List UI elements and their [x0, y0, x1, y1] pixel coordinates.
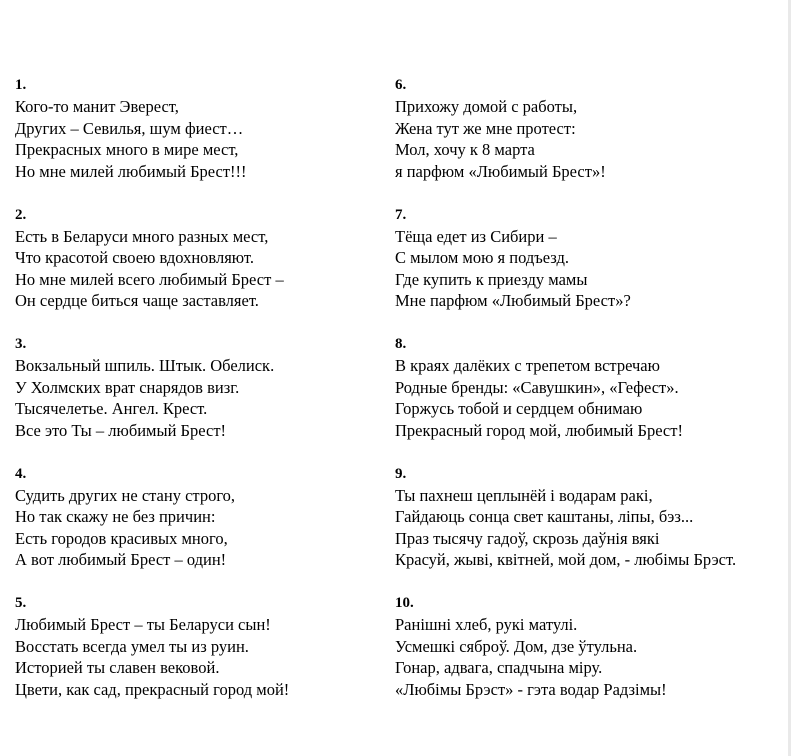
poem-line: Он сердце биться чаще заставляет. [15, 291, 259, 311]
poem-line: Все это Ты – любимый Брест! [15, 420, 227, 440]
poem-line: Усмешкі сяброў. Дом, дзе ўтульна. [395, 636, 638, 656]
poem-line: Восстать всегда умел ты из руин. [15, 636, 249, 656]
poem-line: Красуй, жыві, квітней, мой дом, - любімы Брэст. [395, 550, 737, 570]
poem-1 [15, 75, 385, 205]
poem-number: 6. [395, 77, 407, 93]
poem-5 [15, 593, 385, 723]
poem-line: Гонар, адвага, спадчына міру. [395, 658, 603, 678]
poem-number: 8. [395, 336, 407, 352]
poem-line: Гайдаюць сонца свет каштаны, ліпы, бэз... [395, 507, 694, 527]
poem-line: Тысячелетье. Ангел. Крест. [15, 399, 208, 419]
poem-line: Но так скажу не без причин: [15, 507, 216, 527]
poem-line: Судить других не стану строго, [15, 485, 236, 505]
poem-number: 1. [15, 77, 27, 93]
right-column [395, 75, 787, 723]
poem-line: А вот любимый Брест – один! [15, 550, 227, 570]
poem-9 [395, 464, 787, 594]
poem-2 [15, 205, 385, 335]
left-column [15, 75, 385, 723]
poem-line: «Любімы Брэст» - гэта водар Радзімы! [395, 679, 667, 699]
poem-line: Но мне милей всего любимый Брест – [15, 269, 284, 289]
poem-7 [395, 205, 787, 335]
poem-line: Где купить к приезду мамы [395, 269, 588, 289]
poem-line: Родные бренды: «Савушкин», «Гефест». [395, 377, 679, 397]
poem-line: Что красотой своею вдохновляют. [15, 248, 255, 268]
poem-line: Ранішні хлеб, рукі матулі. [395, 615, 578, 634]
poem-number: 3. [15, 336, 27, 352]
poem-line: С мылом мою я подъезд. [395, 248, 570, 268]
poem-number: 2. [15, 206, 27, 223]
poem-line: Прекрасных много в мире мест, [15, 140, 239, 160]
poem-6 [395, 75, 787, 205]
poem-line: Мне парфюм «Любимый Брест»? [395, 291, 631, 311]
poem-line: Прихожу домой с работы, [395, 97, 578, 116]
poem-number: 7. [395, 206, 407, 223]
poem-line: Тёща едет из Сибири – [395, 226, 557, 246]
poem-line: Историей ты славен вековой. [15, 658, 220, 678]
poem-line: В краях далёких с трепетом встречаю [395, 356, 660, 375]
poem-line: У Холмских врат снарядов визг. [15, 377, 240, 397]
poem-line: Прекрасный город мой, любимый Брест! [395, 420, 683, 440]
poem-4 [15, 464, 385, 594]
poem-number: 4. [15, 465, 27, 482]
poem-line: я парфюм «Любимый Брест»! [395, 161, 606, 181]
poem-line: Есть в Беларуси много разных мест, [15, 226, 269, 246]
poem-line: Любимый Брест – ты Беларуси сын! [15, 615, 271, 634]
poem-line: Жена тут же мне протест: [395, 118, 576, 138]
poem-number: 5. [15, 595, 27, 611]
poem-line: Вокзальный шпиль. Штык. Обелиск. [15, 356, 275, 375]
poem-number: 10. [395, 595, 414, 611]
poem-line: Других – Севилья, шум фиест… [15, 118, 244, 138]
poem-line: Ты пахнеш цеплынёй і водарам ракі, [395, 485, 653, 505]
poem-line: Цвети, как сад, прекрасный город мой! [15, 679, 290, 699]
poem-8 [395, 334, 787, 464]
poem-3 [15, 334, 385, 464]
poem-line: Но мне милей любимый Брест!!! [15, 161, 247, 181]
poem-line: Горжусь тобой и сердцем обнимаю [395, 399, 643, 419]
poem-line: Праз тысячу гадоў, скрозь даўнія вякі [395, 528, 660, 548]
poem-line: Мол, хочу к 8 марта [395, 140, 535, 160]
poem-number: 9. [395, 465, 407, 482]
poem-line: Есть городов красивых много, [15, 528, 228, 548]
poem-line: Кого-то манит Эверест, [15, 97, 179, 116]
poem-10 [395, 593, 787, 723]
